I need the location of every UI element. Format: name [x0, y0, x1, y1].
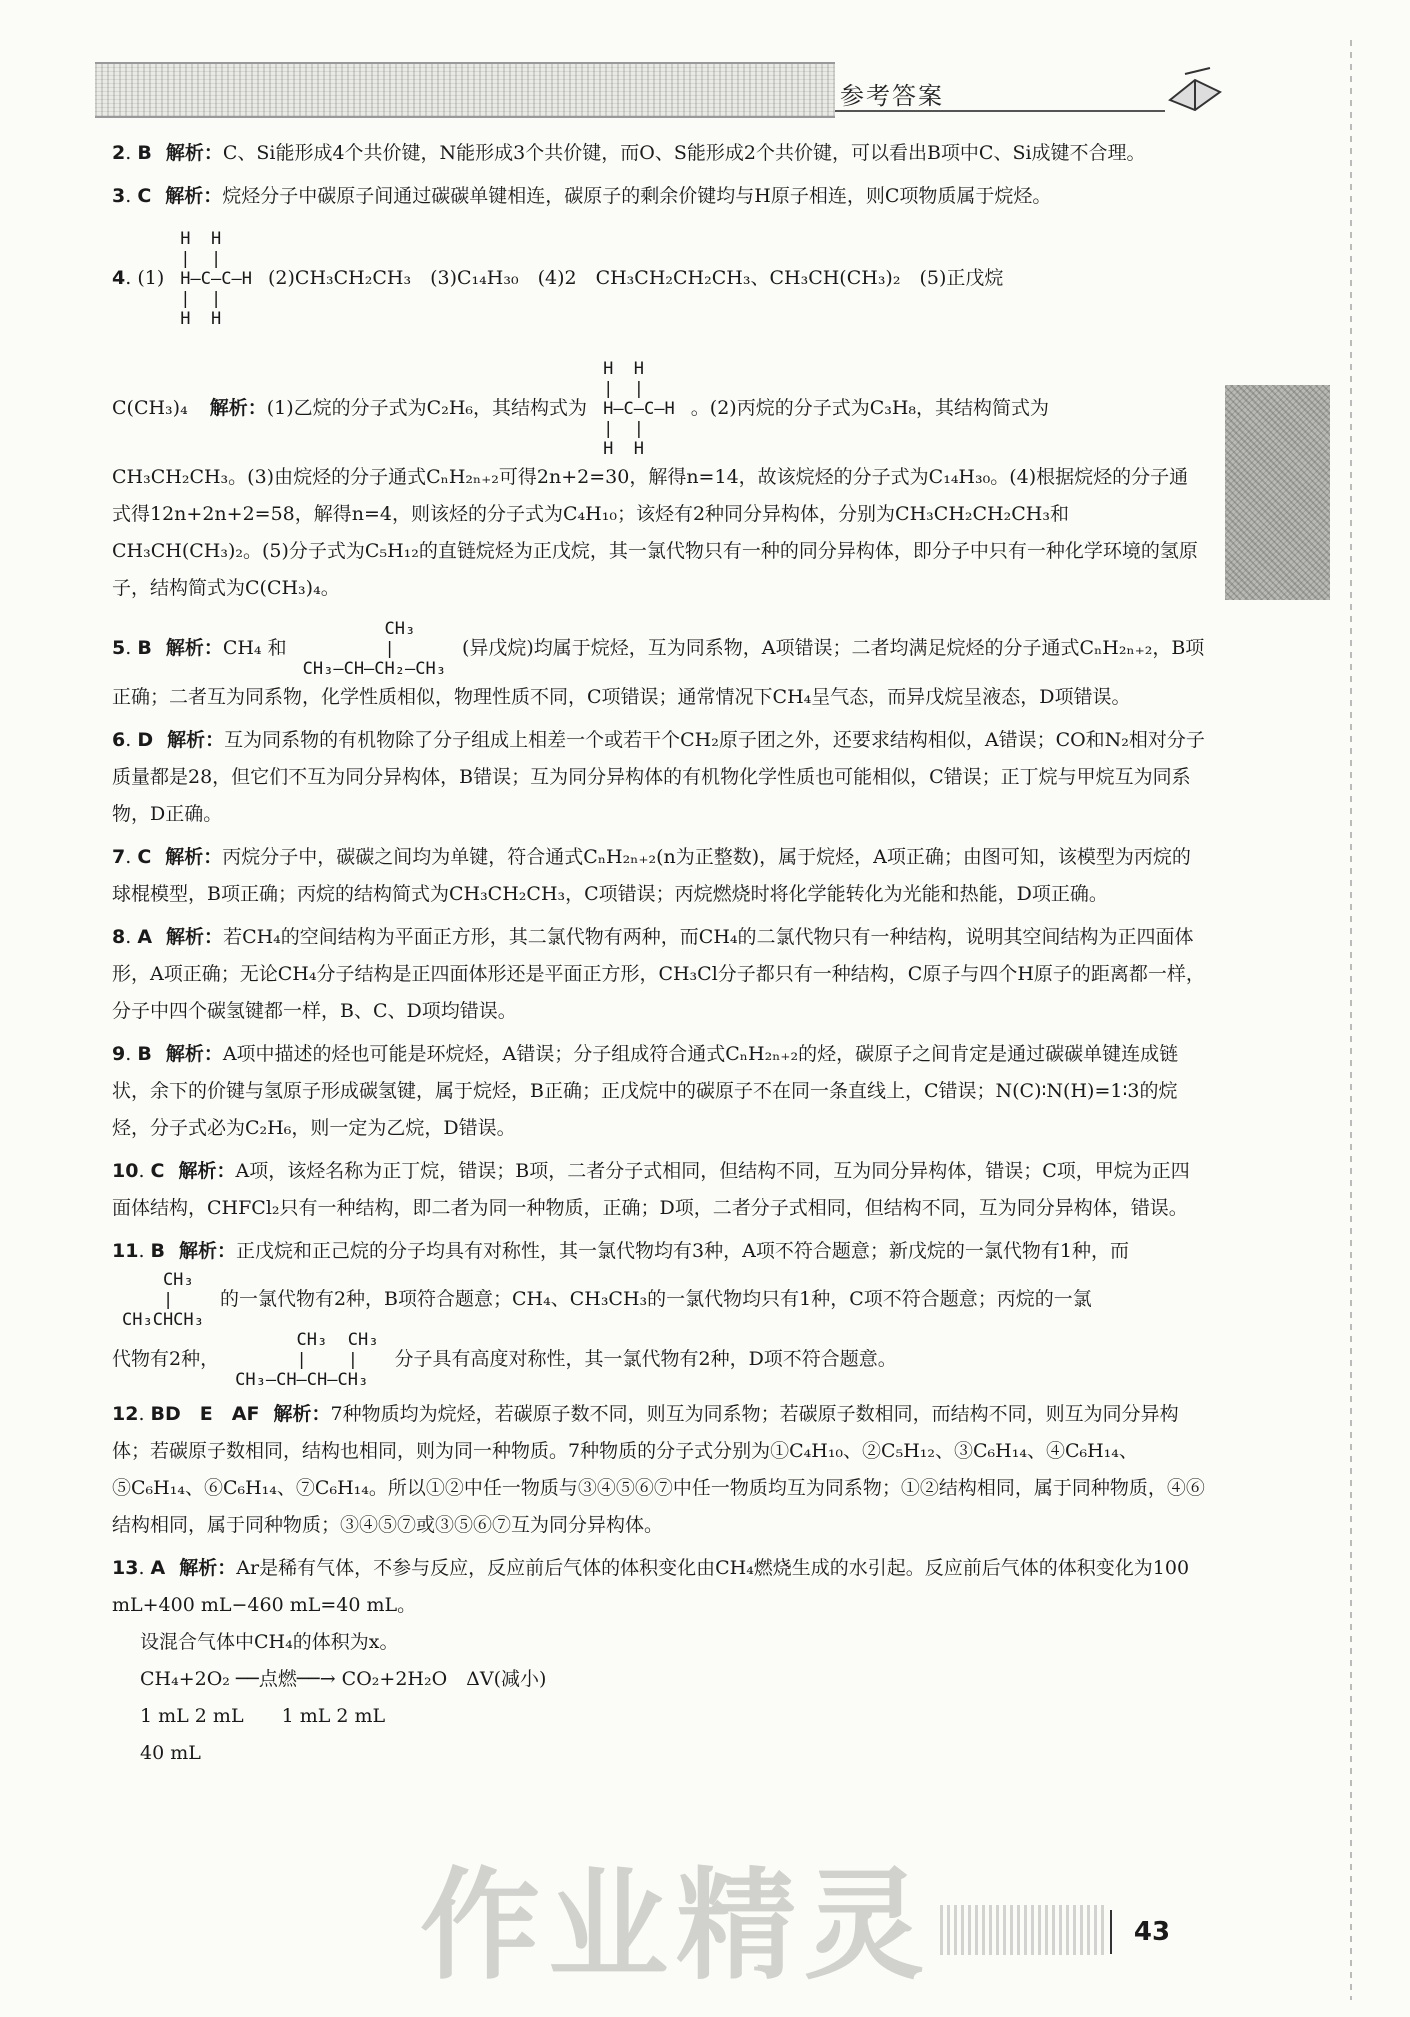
watermark-text: 作业精灵: [420, 1857, 932, 1996]
item-text: C(CH₃)₄: [112, 397, 188, 419]
analysis-label: 解析：: [209, 397, 267, 419]
analysis-label: 解析：: [178, 1160, 236, 1182]
header-decoration: [95, 62, 835, 118]
item-13: 13. A 解析：Ar是稀有气体，不参与反应，反应前后气体的体积变化由CH₄燃烧生成的水引起。反应前后气体的体积变化为100 mL+400 mL−460 mL=40 mL。 设混合气体中CH₄的体积为x。 CH₄+2O₂ ──点燃──→ CO₂+2H₂O ΔV(减小) 1 mL 2 mL 1 mL 2 mL 40 mL: [112, 1550, 1207, 1772]
item-4: 4. (1) H H | | H—C—C—H | | H H (2)CH₃CH₂CH₃ (3)C₁₄H₃₀ (4)2 CH₃CH₂CH₂CH₃、CH₃CH(CH₃)₂ (5)正戊烷 C(CH₃)₄ 解析：(1)乙烷的分子式为C₂H₆，其结构式为 H H | | H—C—C—H | | H H 。(2)丙烷的分子式为C₃H₈，其结构简式为 CH₃CH₂CH₃。(3)由烷烃的分子通式CₙH₂ₙ₊₂可得2n+2=30，解得n=14，故该烷烃的分子式为C₁₄H₃₀。(4)根据烷烃的分子通式得12n+2n+2=58，解得n=4，则该烃的分子式为C₄H₁₀；该烃有2种同分异构体，分别为CH₃CH₂CH₂CH₃和CH₃CH(CH₃)₂。(5)分子式为C₅H₁₂的直链烷烃为正戊烷，其一氯代物只有一种的同分异构体，即分子中只有一种化学环境的氢原子，结构简式为C(CH₃)₄。: [112, 229, 1207, 607]
analysis-label: 解析：: [165, 185, 223, 207]
reaction-values: 40 mL: [140, 1742, 201, 1764]
footer-decoration: [940, 1905, 1105, 1955]
isopentane-structure: CH₃ | CH₃—CH—CH₂—CH₃: [302, 619, 446, 679]
item-text: A项中描述的烃也可能是环烷烃，A错误；分子组成符合通式CₙH₂ₙ₊₂的烃，碳原子之间肯定是通过碳碳单键连成链状，余下的价键与氢原子形成碳氢键，属于烷烃，B正确；正戊烷中的碳原子不在同一条直线上，C错误；N(C)∶N(H)=1∶3的烷烃，分子式必为C₂H₆，则一定为乙烷，D错误。: [112, 1043, 1179, 1139]
side-tab-decoration: [1225, 385, 1330, 600]
isobutane-structure: CH₃ | CH₃CHCH₃: [122, 1270, 204, 1330]
analysis-label: 解析：: [165, 142, 223, 164]
item-number: 6: [112, 729, 126, 751]
item-text: 若CH₄的空间结构为平面正方形，其二氯代物有两种，而CH₄的二氯代物只有一种结构，说明其空间结构为正四面体形，A项正确；无论CH₄分子结构是正四面体形还是平面正方形，CH₃Cl分子都只有一种结构，C原子与四个H原子的距离都一样，分子中四个碳氢键都一样，B、C、D项均错误。: [112, 926, 1205, 1022]
analysis-label: 解析：: [179, 1557, 237, 1579]
item-3: 3. C 解析：烷烃分子中碳原子间通过碳碳单键相连，碳原子的剩余价键均与H原子相连，则C项物质属于烷烃。: [112, 185, 1052, 207]
item-text: 互为同系物的有机物除了分子组成上相差一个或若干个CH₂原子团之外，还要求结构相似，A错误；CO和N₂相对分子质量都是28，但它们不互为同分异构体，B错误；互为同分异构体的有机物化学性质也可能相似，C错误；正丁烷与甲烷互为同系物，D正确。: [112, 729, 1205, 825]
header-title: 参考答案: [840, 82, 944, 110]
item-answer: C: [150, 1160, 165, 1182]
analysis-label: 解析：: [167, 729, 225, 751]
item-2: 2. B 解析：C、Si能形成4个共价键，N能形成3个共价键，而O、S能形成2个共价键，可以看出B项中C、Si成键不合理。: [112, 142, 1146, 164]
book-icon: [1165, 62, 1225, 114]
item-text: 分子具有高度对称性，其一氯代物有2种，D项不符合题意。: [394, 1348, 897, 1370]
analysis-label: 解析：: [165, 637, 223, 659]
item-number: 5: [112, 637, 126, 659]
header-rule: [835, 110, 1165, 112]
answer-content: [112, 135, 1207, 1778]
margin-dashed-line: [1350, 40, 1352, 2000]
item-number: 7: [112, 846, 126, 868]
item-answer: B: [137, 637, 152, 659]
item-12: 12. BD E AF 解析：7种物质均为烷烃，若碳原子数不同，则互为同系物；若碳原子数相同，而结构不同，则互为同分异构体；若碳原子数相同，结构也相同，则为同一种物质。7种物质的分子式分别为①C₄H₁₀、②C₅H₁₂、③C₆H₁₄、④C₆H₁₄、⑤C₆H₁₄、⑥C₆H₁₄、⑦C₆H₁₄。所以①②中任一物质与③④⑤⑥⑦中任一物质均互为同系物；①②结构相同，属于同种物质，④⑥结构相同，属于同种物质；③④⑤⑦或③⑤⑥⑦互为同分异构体。: [112, 1403, 1205, 1536]
item-answer: C: [137, 846, 152, 868]
item-text: 代物有2种，: [112, 1348, 220, 1370]
reaction-equation: CH₄+2O₂ ──点燃──→ CO₂+2H₂O ΔV(减小): [140, 1668, 547, 1690]
item-answer: (1): [137, 267, 165, 289]
item-number: 10: [112, 1160, 139, 1182]
item-answer: C: [137, 185, 152, 207]
item-6: 6. D 解析：互为同系物的有机物除了分子组成上相差一个或若干个CH₂原子团之外，还要求结构相似，A错误；CO和N₂相对分子质量都是28，但它们不互为同分异构体，B错误；互为同分异构体的有机物化学性质也可能相似，C错误；正丁烷与甲烷互为同系物，D正确。: [112, 729, 1205, 825]
item-answer: B: [137, 142, 152, 164]
ethane-structure: H H | | H—C—C—H | | H H: [180, 229, 252, 329]
item-text: (异戊烷)均属于烷烃，互为同系物，A项错误；二者均满足烷烃的分子通式CₙH₂ₙ₊₂，B项正确；二者互为同系物，化学性质相似，物理性质不同，C项错误；通常情况下CH₄呈气态，而异戊烷呈液态，D项错误。: [112, 637, 1205, 708]
item-number: 2: [112, 142, 126, 164]
item-text: CH₄ 和: [222, 637, 287, 659]
reaction-values: 1 mL 2 mL 1 mL 2 mL: [140, 1705, 386, 1727]
analysis-label: 解析：: [165, 1043, 223, 1065]
item-number: 11: [112, 1240, 139, 1262]
item-text: (1)乙烷的分子式为C₂H₆，其结构式为: [266, 397, 588, 419]
item-9: 9. B 解析：A项中描述的烃也可能是环烷烃，A错误；分子组成符合通式CₙH₂ₙ₊₂的烃，碳原子之间肯定是通过碳碳单键连成链状，余下的价键与氢原子形成碳氢键，属于烷烃，B正确；正戊烷中的碳原子不在同一条直线上，C错误；N(C)∶N(H)=1∶3的烷烃，分子式必为C₂H₆，则一定为乙烷，D错误。: [112, 1043, 1179, 1139]
item-text: 烷烃分子中碳原子间通过碳碳单键相连，碳原子的剩余价键均与H原子相连，则C项物质属于烷烃。: [222, 185, 1052, 207]
item-number: 4: [112, 267, 126, 289]
analysis-label: 解析：: [273, 1403, 331, 1425]
analysis-label: 解析：: [166, 926, 224, 948]
item-answer: B: [150, 1240, 166, 1262]
item-11: 11. B 解析：正戊烷和正己烷的分子均具有对称性，其一氯代物均有3种，A项不符合题意；新戊烷的一氯代物有1种，而 CH₃ | CH₃CHCH₃ 的一氯代物有2种，B项符合题意；CH₄、CH₃CH₃的一氯代物均只有1种，C项不符合题意；丙烷的一氯 代物有2种， CH₃ CH₃ | | CH₃—CH—CH—CH₃ 分子具有高度对称性，其一氯代物有2种，D项不符合题意。: [112, 1240, 1129, 1390]
item-7: 7. C 解析：丙烷分子中，碳碳之间均为单键，符合通式CₙH₂ₙ₊₂(n为正整数)，属于烷烃，A项正确；由图可知，该模型为丙烷的球棍模型，B项正确；丙烷的结构简式为CH₃CH₂CH₃，C项错误；丙烷燃烧时将化学能转化为光能和热能，D项正确。: [112, 846, 1191, 905]
item-answer: B: [137, 1043, 152, 1065]
item-answer: D: [137, 729, 154, 751]
ethane-structure-2: H H | | H—C—C—H | | H H: [603, 359, 675, 459]
dimethylbutane-structure: CH₃ CH₃ | | CH₃—CH—CH—CH₃: [235, 1330, 379, 1390]
item-text: 7种物质均为烷烃，若碳原子数不同，则互为同系物；若碳原子数相同，而结构不同，则互为同分异构体；若碳原子数相同，结构也相同，则为同一种物质。7种物质的分子式分别为①C₄H₁₀、②C₅H₁₂、③C₆H₁₄、④C₆H₁₄、⑤C₆H₁₄、⑥C₆H₁₄、⑦C₆H₁₄。所以①②中任一物质与③④⑤⑥⑦中任一物质均互为同系物；①②结构相同，属于同种物质，④⑥结构相同，属于同种物质；③④⑤⑦或③⑤⑥⑦互为同分异构体。: [112, 1403, 1205, 1536]
analysis-label: 解析：: [165, 846, 223, 868]
item-text: 。(2)丙烷的分子式为C₃H₈，其结构简式为: [690, 397, 1050, 419]
item-number: 3: [112, 185, 126, 207]
item-text: (2)CH₃CH₂CH₃ (3)C₁₄H₃₀ (4)2 CH₃CH₂CH₂CH₃、CH₃CH(CH₃)₂ (5)正戊烷: [268, 267, 1004, 289]
item-answer: A: [150, 1557, 166, 1579]
item-text: CH₃CH₂CH₃。(3)由烷烃的分子通式CₙH₂ₙ₊₂可得2n+2=30，解得n=14，故该烷烃的分子式为C₁₄H₃₀。(4)根据烷烃的分子通式得12n+2n+2=58，解得n=4，则该烃的分子式为C₄H₁₀；该烃有2种同分异构体，分别为CH₃CH₂CH₂CH₃和CH₃CH(CH₃)₂。(5)分子式为C₅H₁₂的直链烷烃为正戊烷，其一氯代物只有一种的同分异构体，即分子中只有一种化学环境的氢原子，结构简式为C(CH₃)₄。: [112, 466, 1198, 599]
item-5: 5. B 解析：CH₄ 和 CH₃ | CH₃—CH—CH₂—CH₃ (异戊烷)均属于烷烃，互为同系物，A项错误；二者均满足烷烃的分子通式CₙH₂ₙ₊₂，B项正确；二者互为同系物，化学性质相似，物理性质不同，C项错误；通常情况下CH₄呈气态，而异戊烷呈液态，D项错误。: [112, 619, 1205, 708]
item-number: 13: [112, 1557, 139, 1579]
item-text: Ar是稀有气体，不参与反应，反应前后气体的体积变化由CH₄燃烧生成的水引起。反应前后气体的体积变化为100 mL+400 mL−460 mL=40 mL。: [112, 1557, 1190, 1616]
item-answer: A: [137, 926, 153, 948]
analysis-label: 解析：: [179, 1240, 237, 1262]
item-text: 丙烷分子中，碳碳之间均为单键，符合通式CₙH₂ₙ₊₂(n为正整数)，属于烷烃，A项正确；由图可知，该模型为丙烷的球棍模型，B项正确；丙烷的结构简式为CH₃CH₂CH₃，C项错误；丙烷燃烧时将化学能转化为光能和热能，D项正确。: [112, 846, 1191, 905]
item-text: 的一氯代物有2种，B项符合题意；CH₄、CH₃CH₃的一氯代物均只有1种，C项不符合题意；丙烷的一氯: [219, 1288, 1092, 1310]
item-10: 10. C 解析：A项，该烃名称为正丁烷，错误；B项，二者分子式相同，但结构不同，互为同分异构体，错误；C项，甲烷为正四面体结构，CHFCl₂只有一种结构，即二者为同一种物质，正确；D项，二者分子式相同，但结构不同，互为同分异构体，错误。: [112, 1160, 1190, 1219]
item-number: 12: [112, 1403, 139, 1425]
item-text: 设混合气体中CH₄的体积为x。: [140, 1631, 399, 1653]
item-8: 8. A 解析：若CH₄的空间结构为平面正方形，其二氯代物有两种，而CH₄的二氯代物只有一种结构，说明其空间结构为正四面体形，A项正确；无论CH₄分子结构是正四面体形还是平面正方形，CH₃Cl分子都只有一种结构，C原子与四个H原子的距离都一样，分子中四个碳氢键都一样，B、C、D项均错误。: [112, 926, 1205, 1022]
item-text: C、Si能形成4个共价键，N能形成3个共价键，而O、S能形成2个共价键，可以看出B项中C、Si成键不合理。: [222, 142, 1146, 164]
item-text: 正戊烷和正己烷的分子均具有对称性，其一氯代物均有3种，A项不符合题意；新戊烷的一氯代物有1种，而: [236, 1240, 1129, 1262]
page-header: [95, 62, 1200, 114]
page-number: 43: [1110, 1910, 1192, 1954]
item-number: 8: [112, 926, 126, 948]
item-text: A项，该烃名称为正丁烷，错误；B项，二者分子式相同，但结构不同，互为同分异构体，错误；C项，甲烷为正四面体结构，CHFCl₂只有一种结构，即二者为同一种物质，正确；D项，二者分子式相同，但结构不同，互为同分异构体，错误。: [112, 1160, 1190, 1219]
item-answer: BD E AF: [150, 1403, 260, 1425]
item-number: 9: [112, 1043, 126, 1065]
